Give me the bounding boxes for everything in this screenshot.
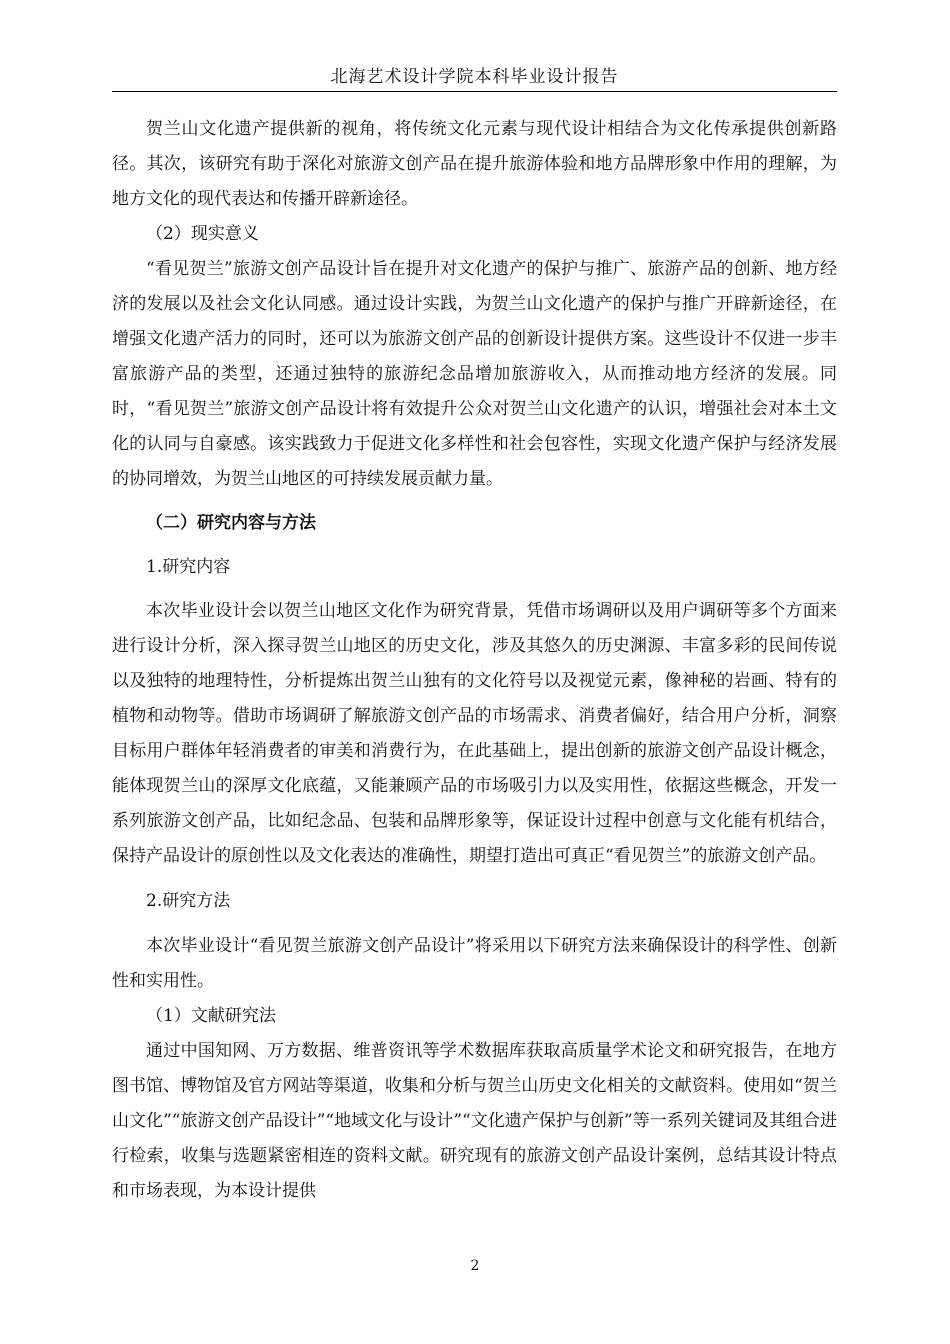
header-divider <box>112 91 837 92</box>
subheading-practical: （2）现实意义 <box>146 224 259 244</box>
page-number: 2 <box>470 1258 480 1274</box>
paragraph-literature: 通过中国知网、万方数据、维普资讯等学术数据库获取高质量学术论文和研究报告，在地方图书馆、博物馆及官方网站等渠道，收集和分析与贺兰山历史文化相关的文献资料。使用如“贺兰山文化”“旅游文创产品设计”“地域文化与设计”“文化遗产保护与创新”等一系列关键词及其组合进行检索，收集与选题紧密相连的资料文献。研究现有的旅游文创产品设计案例，总结其设计特点和市场表现，为本设计提供 <box>112 1041 837 1201</box>
paragraph-practical: “看见贺兰”旅游文创产品设计旨在提升对文化遗产的保护与推广、旅游产品的创新、地方经济的发展以及社会文化认同感。通过设计实践，为贺兰山文化遗产的保护与推广开辟新途径，在增强文化遗产活力的同时，还可以为旅游文创产品的创新设计提供方案。这些设计不仅进一步丰富旅游产品的类型，还通过独特的旅游纪念品增加旅游收入，从而推动地方经济的发展。同时，“看见贺兰”旅游文创产品设计将有效提升公众对贺兰山文化遗产的认识，增强社会对本土文化的认同与自豪感。该实践致力于促进文化多样性和社会包容性，实现文化遗产保护与经济发展的协同增效，为贺兰山地区的可持续发展贡献力量。 <box>112 259 837 489</box>
page-header-title: 北海艺术设计学院本科毕业设计报告 <box>330 67 619 87</box>
paragraph-intro: 贺兰山文化遗产提供新的视角，将传统文化元素与现代设计相结合为文化传承提供创新路径。其次，该研究有助于深化对旅游文创产品在提升旅游体验和地方品牌形象中作用的理解，为地方文化的现代表达和传播开辟新途径。 <box>112 119 837 209</box>
subheading-content: 1.研究内容 <box>146 557 231 577</box>
page-body <box>112 112 837 1209</box>
subheading-literature: （1）文献研究法 <box>146 1006 276 1026</box>
paragraph-method: 本次毕业设计“看见贺兰旅游文创产品设计”将采用以下研究方法来确保设计的科学性、创新性和实用性。 <box>112 936 837 991</box>
subheading-method: 2.研究方法 <box>146 891 231 911</box>
paragraph-content: 本次毕业设计会以贺兰山地区文化作为研究背景，凭借市场调研以及用户调研等多个方面来进行设计分析，深入探寻贺兰山地区的历史文化，涉及其悠久的历史渊源、丰富多彩的民间传说以及独特的地理特性，分析提炼出贺兰山独有的文化符号以及视觉元素，像神秘的岩画、特有的植物和动物等。借助市场调研了解旅游文创产品的市场需求、消费者偏好，结合用户分析，洞察目标用户群体年轻消费者的审美和消费行为，在此基础上，提出创新的旅游文创产品设计概念，能体现贺兰山的深厚文化底蕴，又能兼顾产品的市场吸引力以及实用性，依据这些概念，开发一系列旅游文创产品，比如纪念品、包装和品牌形象等，保证设计过程中创意与文化能有机结合，保持产品设计的原创性以及文化表达的准确性，期望打造出可真正“看见贺兰”的旅游文创产品。 <box>112 601 837 866</box>
section-heading-2: （二）研究内容与方法 <box>146 513 316 533</box>
